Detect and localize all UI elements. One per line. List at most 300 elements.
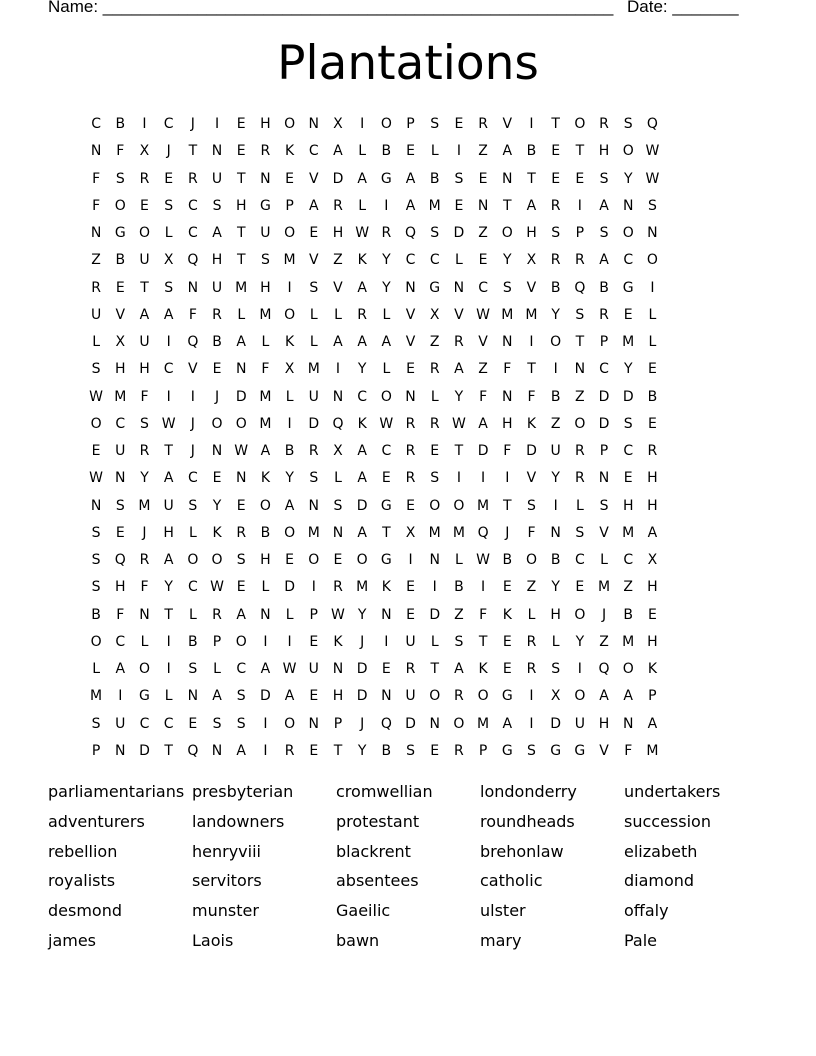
grid-letter: W (331, 606, 345, 623)
grid-letter: S (430, 470, 440, 487)
grid-letter: H (502, 415, 513, 432)
grid-letter: T (527, 170, 536, 187)
grid-row (84, 275, 665, 302)
grid-letter: B (550, 388, 561, 405)
grid-letter: N (235, 361, 247, 378)
grid-letter: S (91, 361, 101, 378)
grid-letter: N (332, 524, 344, 541)
grid-letter: N (187, 279, 199, 296)
grid-row (84, 138, 665, 165)
grid-letter: U (308, 388, 319, 405)
grid-letter: P (599, 443, 609, 459)
grid-letter: C (187, 197, 198, 214)
grid-letter: T (333, 742, 343, 759)
grid-letter: V (526, 279, 537, 296)
grid-letter: X (163, 252, 174, 269)
grid-letter: Q (187, 334, 199, 350)
grid-letter: V (405, 334, 416, 350)
grid-letter: R (574, 443, 585, 459)
grid-letter: O (211, 552, 223, 568)
grid-letter: L (382, 361, 391, 378)
grid-letter: N (235, 470, 247, 487)
grid-letter: M (90, 688, 103, 705)
grid-letter: R (405, 661, 416, 677)
grid-letter: V (478, 334, 488, 350)
word-bank-item: servitors (192, 871, 262, 891)
grid-letter: J (360, 715, 365, 732)
grid-letter: O (477, 688, 489, 705)
grid-letter: I (408, 552, 413, 568)
grid-letter: C (163, 116, 174, 132)
grid-letter: X (139, 143, 150, 160)
word-bank-item: mary (480, 930, 522, 950)
word-bank-item: succession (624, 811, 711, 831)
grid-letter: J (360, 633, 365, 650)
grid-row (84, 166, 665, 193)
grid-letter: C (187, 225, 198, 241)
grid-letter: S (575, 306, 585, 323)
grid-letter: B (550, 552, 561, 568)
grid-letter: H (647, 633, 658, 650)
grid-letter: C (381, 443, 392, 459)
grid-letter: K (526, 415, 537, 432)
grid-letter: I (166, 661, 171, 677)
grid-row (84, 656, 665, 683)
word-bank-item: bawn (336, 930, 380, 950)
grid-letter: R (333, 197, 343, 214)
grid-letter: N (381, 606, 392, 623)
grid-letter: J (601, 606, 607, 623)
grid-letter: E (406, 361, 415, 378)
grid-letter: A (236, 742, 246, 759)
word-bank-item: londonderry (480, 782, 577, 801)
grid-letter: G (380, 497, 392, 514)
grid-row (84, 493, 665, 520)
grid-letter: O (114, 197, 126, 214)
grid-letter: T (575, 143, 585, 160)
grid-letter: X (333, 443, 343, 459)
grid-letter: C (163, 361, 174, 378)
grid-letter: B (623, 606, 634, 623)
grid-letter: B (260, 524, 271, 541)
grid-letter: J (190, 415, 195, 432)
grid-letter: I (577, 197, 582, 214)
grid-letter: L (648, 306, 657, 323)
grid-letter: O (622, 225, 634, 241)
grid-letter: O (235, 633, 247, 650)
grid-letter: E (115, 524, 125, 541)
grid-letter: E (454, 116, 464, 132)
grid-letter: Z (91, 252, 101, 269)
grid-letter: W (476, 552, 491, 568)
grid-letter: K (381, 579, 391, 596)
grid-letter: E (575, 170, 585, 187)
grid-letter: U (574, 715, 585, 732)
grid-letter: C (139, 715, 150, 732)
grid-letter: T (503, 497, 512, 514)
grid-letter: O (308, 552, 320, 568)
grid-letter: Q (405, 225, 417, 241)
grid-letter: S (430, 225, 440, 241)
grid-letter: N (405, 279, 416, 296)
grid-letter: Q (380, 715, 392, 732)
grid-letter: N (502, 334, 513, 350)
grid-letter: S (188, 661, 198, 677)
grid-letter: A (599, 252, 609, 269)
grid-letter: B (502, 552, 513, 568)
grid-letter: Z (333, 252, 343, 269)
grid-letter: L (334, 470, 342, 487)
grid-letter: S (164, 279, 174, 296)
grid-letter: Y (357, 742, 367, 759)
word-bank-item: james (48, 930, 97, 950)
grid-letter: I (360, 116, 365, 132)
grid-letter: Z (623, 579, 634, 596)
grid-letter: P (285, 197, 294, 214)
grid-row (84, 547, 665, 574)
grid-letter: C (429, 252, 440, 269)
grid-letter: N (502, 388, 513, 405)
grid-letter: N (647, 225, 658, 241)
grid-letter: E (502, 661, 512, 677)
grid-letter: C (308, 143, 319, 160)
grid-letter: O (501, 225, 513, 241)
word-bank-item: parliamentarians (48, 782, 185, 801)
grid-letter: R (599, 116, 609, 132)
grid-letter: A (115, 661, 126, 677)
grid-letter: Y (357, 361, 367, 378)
grid-letter: O (138, 225, 150, 241)
grid-letter: R (526, 661, 537, 677)
grid-row (84, 629, 665, 656)
grid-letter: B (115, 116, 126, 132)
grid-letter: T (236, 170, 246, 187)
grid-letter: A (502, 143, 513, 160)
grid-letter: V (333, 279, 343, 296)
grid-letter: A (163, 552, 174, 568)
grid-row (84, 465, 665, 492)
grid-letter: D (622, 388, 634, 405)
grid-letter: M (646, 742, 659, 759)
grid-letter: S (309, 470, 319, 487)
grid-letter: B (526, 143, 537, 160)
header (48, 0, 748, 19)
grid-letter: F (92, 170, 101, 187)
grid-letter: V (115, 306, 126, 323)
grid-letter: B (454, 579, 464, 596)
word-bank-item: absentees (336, 871, 419, 891)
grid-letter: L (285, 606, 294, 623)
grid-letter: U (115, 443, 126, 459)
grid-letter: H (260, 116, 271, 132)
grid-letter: N (550, 524, 561, 541)
grid-letter: I (287, 415, 292, 432)
grid-letter: F (116, 606, 125, 623)
grid-letter: L (92, 334, 100, 350)
word-bank-item: undertakers (624, 782, 721, 801)
grid-letter: F (140, 388, 149, 405)
grid-letter: Y (164, 579, 173, 596)
grid-letter: G (380, 552, 392, 568)
grid-letter: E (647, 415, 657, 432)
grid-letter: S (164, 197, 174, 214)
grid-letter: L (213, 661, 221, 677)
grid-letter: S (623, 116, 633, 132)
grid-letter: I (118, 688, 123, 705)
grid-letter: T (478, 633, 488, 650)
grid-letter: D (356, 497, 368, 514)
grid-letter: A (333, 334, 343, 350)
grid-letter: R (284, 742, 295, 759)
grid-letter: H (550, 606, 561, 623)
grid-letter: Z (526, 579, 537, 596)
grid-letter: Y (575, 633, 585, 650)
grid-letter: V (454, 306, 464, 323)
grid-row (84, 602, 665, 629)
grid-letter: S (527, 497, 536, 514)
grid-letter: R (574, 470, 585, 487)
grid-letter: A (381, 334, 392, 350)
grid-letter: O (284, 225, 296, 241)
grid-letter: K (212, 524, 222, 541)
grid-letter: C (91, 116, 101, 132)
grid-letter: M (307, 524, 320, 541)
grid-letter: D (429, 606, 441, 623)
grid-letter: O (187, 552, 199, 568)
grid-letter: F (140, 579, 149, 596)
word-bank-item: henryviii (192, 841, 261, 861)
grid-letter: D (453, 225, 465, 241)
grid-letter: K (502, 606, 512, 623)
word-bank-item: Pale (624, 930, 658, 950)
grid-letter: X (115, 334, 126, 350)
grid-letter: O (574, 415, 586, 432)
grid-letter: O (574, 606, 586, 623)
grid-letter: O (550, 334, 562, 350)
grid-row (84, 520, 665, 547)
grid-letter: I (287, 279, 292, 296)
grid-row (84, 302, 665, 329)
grid-letter: E (309, 633, 319, 650)
grid-letter: O (259, 497, 271, 514)
grid-letter: W (210, 579, 224, 596)
grid-letter: S (623, 415, 633, 432)
grid-letter: M (428, 197, 441, 214)
grid-letter: P (309, 606, 318, 623)
grid-letter: W (282, 661, 297, 677)
grid-letter: S (91, 715, 101, 732)
grid-letter: N (211, 443, 223, 459)
grid-letter: L (430, 388, 439, 405)
grid-letter: T (164, 742, 173, 759)
grid-letter: H (260, 279, 271, 296)
grid-letter: O (380, 388, 392, 405)
grid-letter: W (645, 170, 660, 187)
name-field-label: Name: ______________________________________________________ (48, 0, 614, 16)
grid-letter: A (236, 334, 246, 350)
grid-letter: S (115, 497, 125, 514)
grid-letter: S (647, 197, 657, 214)
grid-letter: M (283, 252, 296, 269)
grid-letter: I (529, 688, 534, 705)
grid-letter: Q (574, 279, 586, 296)
grid-letter: A (212, 688, 222, 705)
grid-letter: H (647, 470, 658, 487)
grid-letter: N (90, 143, 102, 160)
grid-letter: I (553, 361, 558, 378)
grid-letter: T (164, 443, 173, 459)
grid-letter: O (90, 633, 102, 650)
grid-letter: N (332, 388, 344, 405)
grid-row (84, 356, 665, 383)
grid-letter: Y (285, 470, 294, 487)
grid-letter: H (260, 552, 271, 568)
grid-letter: G (574, 742, 586, 759)
grid-letter: O (429, 497, 441, 514)
grid-letter: T (575, 334, 585, 350)
grid-letter: P (648, 688, 657, 705)
word-bank-item: catholic (480, 871, 543, 891)
grid-letter: U (260, 225, 271, 241)
grid-letter: S (599, 497, 609, 514)
grid-letter: K (357, 415, 367, 432)
grid-letter: E (164, 170, 174, 187)
grid-letter: C (405, 252, 416, 269)
grid-letter: O (90, 415, 102, 432)
grid-letter: E (430, 443, 440, 459)
grid-letter: W (451, 415, 466, 432)
grid-letter: G (622, 279, 634, 296)
grid-letter: B (188, 633, 198, 650)
grid-letter: L (358, 197, 367, 214)
grid-letter: L (164, 225, 173, 241)
grid-letter: K (478, 661, 488, 677)
grid-letter: T (188, 143, 198, 160)
grid-letter: C (623, 252, 634, 269)
grid-letter: S (309, 279, 319, 296)
grid-letter: J (214, 388, 220, 405)
grid-letter: G (114, 225, 126, 241)
grid-row (84, 247, 665, 274)
grid-letter: O (211, 415, 223, 432)
grid-letter: E (406, 497, 415, 514)
grid-letter: C (357, 388, 368, 405)
grid-letter: Y (623, 361, 633, 378)
grid-letter: R (91, 279, 101, 296)
grid-letter: E (236, 143, 246, 160)
grid-letter: I (311, 579, 316, 596)
grid-letter: E (309, 742, 319, 759)
grid-letter: E (236, 579, 246, 596)
grid-letter: X (333, 116, 343, 132)
grid-letter: O (138, 661, 150, 677)
word-bank-item: blackrent (336, 841, 411, 861)
grid-letter: X (284, 361, 295, 378)
grid-letter: N (115, 470, 126, 487)
grid-letter: A (405, 197, 416, 214)
grid-row (84, 711, 665, 738)
grid-letter: E (430, 742, 440, 759)
grid-letter: R (405, 415, 416, 432)
word-bank-item: landowners (192, 811, 285, 831)
grid-letter: F (624, 742, 633, 759)
grid-letter: S (115, 170, 125, 187)
grid-letter: U (211, 279, 223, 296)
grid-letter: D (308, 415, 320, 432)
grid-letter: Y (212, 497, 222, 514)
grid-letter: S (551, 225, 561, 241)
grid-letter: E (502, 579, 512, 596)
grid-letter: J (142, 524, 147, 541)
grid-letter: I (529, 116, 534, 132)
grid-letter: Q (332, 415, 344, 432)
grid-letter: E (188, 715, 198, 732)
grid-letter: A (647, 524, 658, 541)
grid-letter: N (90, 225, 102, 241)
grid-letter: E (623, 470, 633, 487)
grid-letter: G (380, 170, 392, 187)
grid-letter: Q (187, 742, 199, 759)
grid-letter: S (91, 552, 101, 568)
word-bank-item: munster (192, 901, 259, 921)
grid-letter: A (212, 225, 222, 241)
grid-letter: Z (478, 143, 488, 160)
grid-letter: N (598, 470, 610, 487)
grid-letter: U (90, 306, 102, 323)
grid-letter: R (139, 170, 150, 187)
grid-letter: L (188, 606, 197, 623)
grid-letter: P (333, 715, 343, 732)
grid-letter: A (357, 524, 367, 541)
grid-letter: Y (357, 606, 367, 623)
word-bank-item: Gaeilic (336, 901, 391, 921)
grid-letter: B (647, 388, 658, 405)
grid-letter: A (357, 170, 367, 187)
grid-letter: L (455, 252, 463, 269)
grid-letter: W (355, 225, 370, 241)
grid-letter: K (260, 470, 270, 487)
grid-letter: W (645, 143, 660, 160)
grid-letter: I (529, 715, 534, 732)
grid-letter: I (481, 470, 486, 487)
grid-letter: T (140, 279, 149, 296)
grid-letter: N (308, 116, 320, 132)
grid-row (84, 738, 665, 765)
grid-letter: F (503, 361, 512, 378)
grid-letter: Q (114, 552, 126, 568)
grid-letter: E (309, 688, 319, 705)
grid-letter: S (454, 633, 464, 650)
grid-letter: Y (503, 252, 512, 269)
grid-letter: N (308, 497, 320, 514)
grid-letter: E (502, 633, 512, 650)
grid-letter: L (261, 334, 270, 350)
grid-letter: Z (550, 415, 561, 432)
grid-letter: L (309, 306, 318, 323)
grid-letter: N (453, 279, 465, 296)
grid-letter: I (263, 742, 268, 759)
grid-letter: S (551, 661, 561, 677)
grid-letter: J (190, 116, 195, 132)
grid-letter: I (263, 715, 268, 732)
grid-letter: L (600, 552, 608, 568)
grid-letter: L (334, 306, 342, 323)
grid-letter: K (285, 143, 295, 160)
grid-letter: K (285, 334, 295, 350)
grid-letter: O (574, 116, 586, 132)
grid-letter: Z (575, 388, 585, 405)
grid-letter: O (380, 116, 392, 132)
